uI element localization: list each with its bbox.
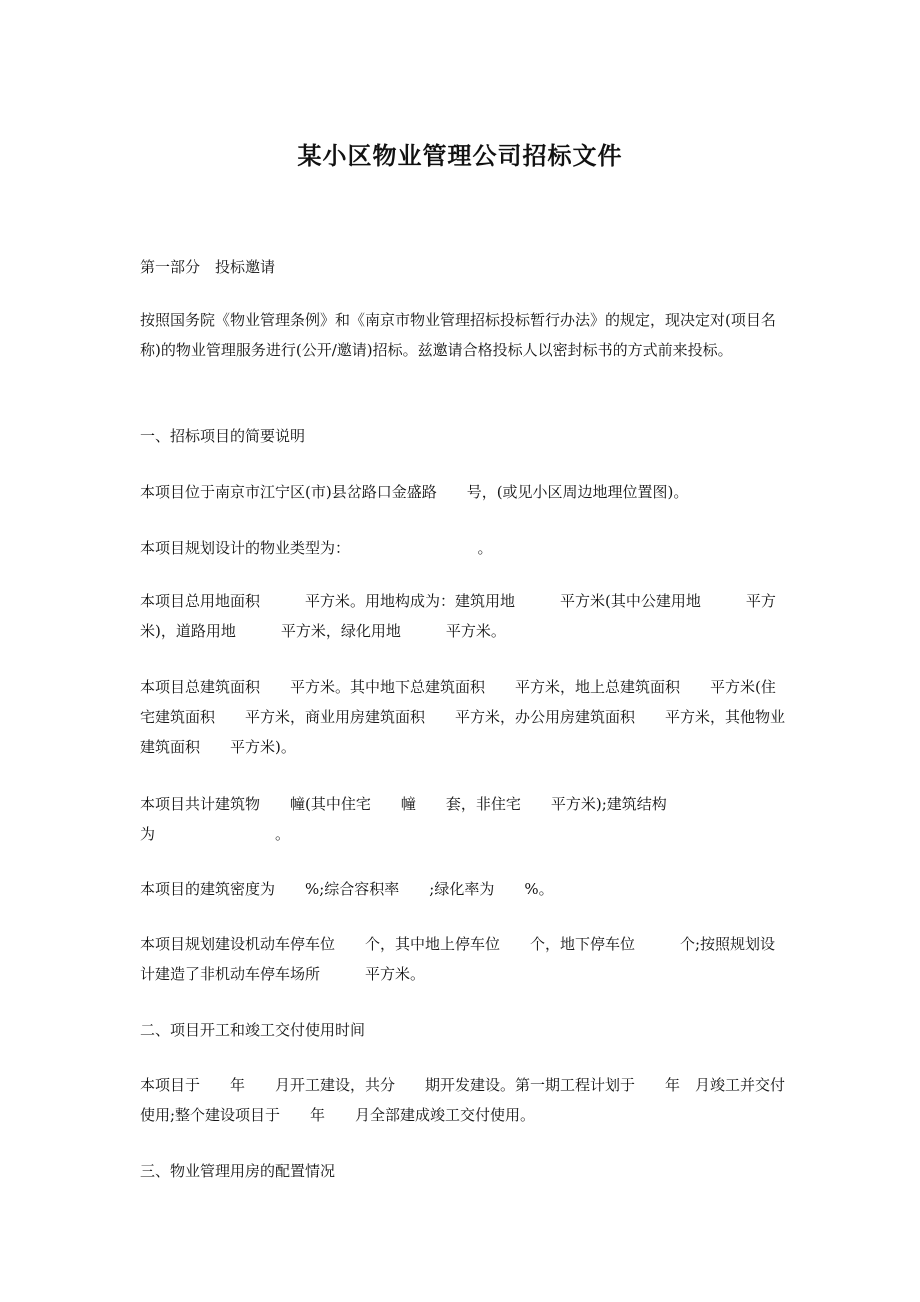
section-heading-project-summary: 一、招标项目的简要说明 [140, 427, 306, 445]
section-heading-schedule: 二、项目开工和竣工交付使用时间 [140, 1021, 366, 1039]
location-paragraph: 本项目位于南京市江宁区(市)县岔路口金盛路 号，(或见小区周边地理位置图)。 [140, 483, 689, 501]
document-title: 某小区物业管理公司招标文件 [297, 141, 623, 170]
schedule-paragraph: 本项目于 年 月开工建设，共分 期开发建设。第一期工程计划于 年 月竣工并交付使用;整个建设项目于 年 月全部建成竣工交付使用。 [140, 1076, 786, 1124]
section-heading-part1: 第一部分 投标邀请 [140, 258, 276, 276]
section-heading-management-premises: 三、物业管理用房的配置情况 [140, 1162, 336, 1180]
land-area-paragraph: 本项目总用地面积 平方米。用地构成为：建筑用地 平方米(其中公建用地 平方米)，道路用地 平方米，绿化用地 平方米。 [140, 592, 776, 640]
building-count-paragraph: 本项目共计建筑物 幢(其中住宅 幢 套，非住宅 平方米);建筑结构为 。 [140, 795, 667, 843]
parking-paragraph: 本项目规划建设机动车停车位 个，其中地上停车位 个，地下停车位 个;按照规划设计建造了非机动车停车场所 平方米。 [140, 935, 776, 983]
property-type-paragraph: 本项目规划设计的物业类型为： 。 [140, 539, 493, 557]
invitation-paragraph: 按照国务院《物业管理条例》和《南京市物业管理招标投标暂行办法》的规定，现决定对(项目名称)的物业管理服务进行(公开/邀请)招标。兹邀请合格投标人以密封标书的方式前来投标。 [140, 311, 776, 359]
density-paragraph: 本项目的建筑密度为 %;综合容积率 ;绿化率为 %。 [140, 880, 554, 898]
building-area-paragraph: 本项目总建筑面积 平方米。其中地下总建筑面积 平方米，地上总建筑面积 平方米(住宅建筑面积 平方米，商业用房建筑面积 平方米，办公用房建筑面积 平方米，其他物业建筑面积 平方米)。 [140, 678, 786, 756]
